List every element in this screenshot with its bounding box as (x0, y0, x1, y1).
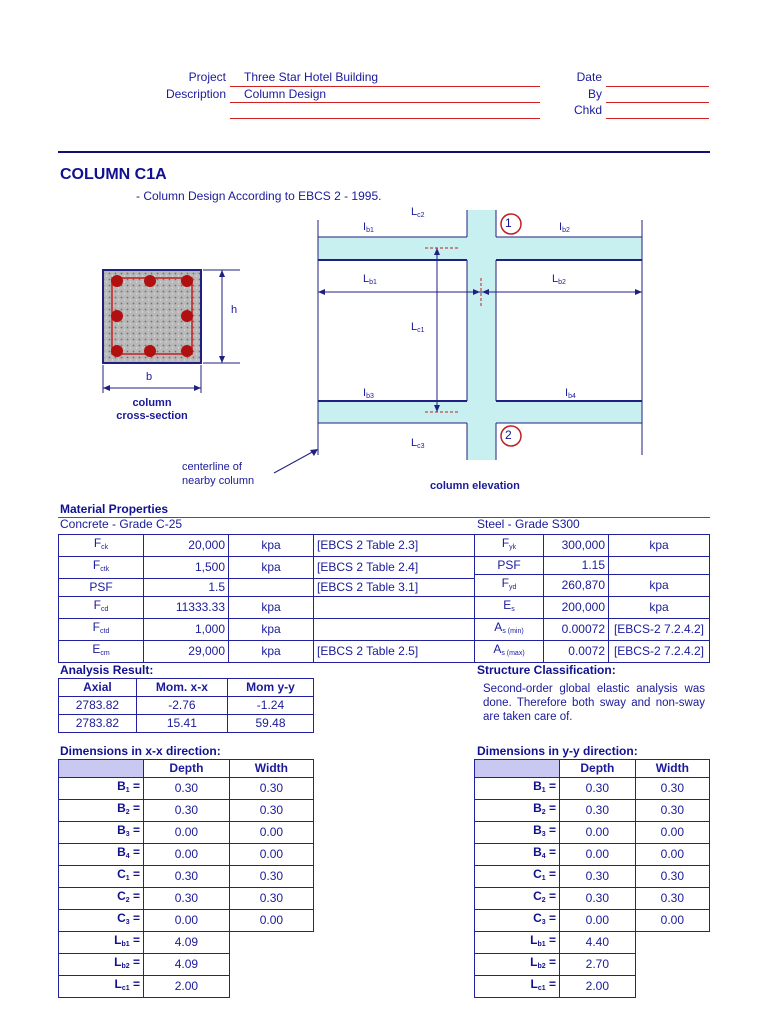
concrete-symbol-sym: F (93, 598, 101, 612)
dims_x-row (59, 800, 314, 822)
lc2-label: $L_{c2}$ (411, 206, 425, 219)
dims_x-width-empty (229, 932, 313, 954)
dims_x-equals: = (129, 889, 140, 903)
dims_y-label-sub: 3 (541, 919, 546, 926)
dims_x-equals: = (129, 779, 140, 793)
steel-unit: kpa (609, 575, 710, 597)
dims_y-equals: = (545, 823, 556, 837)
concrete-row (59, 557, 475, 579)
concrete-unit: kpa (229, 557, 314, 579)
dims_x-equals: = (129, 845, 140, 859)
dims_x-width: 0.30 (229, 778, 313, 800)
steel-unit (609, 557, 710, 575)
dims_x-label-sub: 3 (125, 831, 130, 838)
dims_y-label-sym: B (533, 801, 542, 815)
dims_x-label (59, 954, 144, 976)
concrete-symbol-sub: ctk (100, 566, 110, 573)
dims_y-label (475, 844, 560, 866)
dims_x-depth: 0.30 (144, 888, 230, 910)
dims-y-title: Dimensions in y-y direction: (477, 744, 638, 758)
elevation-caption: column elevation (430, 480, 520, 492)
dims_x-label (59, 910, 144, 932)
dims_y-width-empty (635, 932, 709, 954)
concrete-row (59, 535, 475, 557)
dims_x-depth: 0.30 (144, 778, 230, 800)
concrete-symbol (59, 619, 144, 641)
concrete-unit (229, 579, 314, 597)
dims_x-label-sub: b1 (121, 941, 130, 948)
concrete-symbol-sym: F (92, 558, 101, 572)
dims_x-row (59, 976, 314, 998)
dims_y-label-sym: B (533, 823, 542, 837)
dims_x-equals: = (129, 977, 140, 991)
analysis-row (59, 715, 314, 733)
steel-value: 0.0072 (544, 641, 609, 663)
dims_y-label-sub: b1 (537, 941, 546, 948)
dims_x-depth: 0.30 (144, 866, 230, 888)
dims_x-width: 0.00 (229, 822, 313, 844)
lc3-label: $L_{c3}$ (411, 437, 425, 450)
ib1-label: $I_{b1}$ (363, 221, 374, 234)
dims_x-label-sub: 3 (125, 919, 130, 926)
dims_y-row (475, 888, 710, 910)
steel-value: 200,000 (544, 597, 609, 619)
concrete-ref (314, 619, 475, 641)
ib3-label: $I_{b3}$ (363, 387, 374, 400)
header-divider (58, 151, 710, 153)
dims_x-equals: = (129, 933, 140, 947)
dims_x-label-sym: C (117, 867, 126, 881)
dims_x-label-sub: c1 (121, 985, 130, 992)
dims_x-row (59, 910, 314, 932)
dims_y-label (475, 888, 560, 910)
dims_x-label (59, 976, 144, 998)
analysis-title: Analysis Result: (60, 663, 154, 677)
elevation-drawing (274, 210, 642, 473)
dims_y-label-sym: C (533, 867, 542, 881)
dims_x-label (59, 932, 144, 954)
concrete-row (59, 619, 475, 641)
dims_y-label-sub: 2 (541, 897, 546, 904)
concrete-value: 11333.33 (144, 597, 229, 619)
concrete-ref (314, 597, 475, 619)
dims_y-depth: 0.30 (560, 800, 636, 822)
dims_x-depth: 4.09 (144, 954, 230, 976)
dims_y-label (475, 976, 560, 998)
steel-symbol-sym: F (501, 576, 509, 590)
steel-value: 0.00072 (544, 619, 609, 641)
concrete-ref: [EBCS 2 Table 3.1] (314, 579, 475, 597)
dims_x-row (59, 778, 314, 800)
concrete-unit: kpa (229, 641, 314, 663)
dims_x-label-sub: 1 (125, 787, 130, 794)
dims_x-equals: = (129, 911, 140, 925)
steel-symbol (475, 535, 544, 557)
dims_y-width: 0.30 (635, 800, 709, 822)
concrete-value: 1.5 (144, 579, 229, 597)
steel-value: 1.15 (544, 557, 609, 575)
concrete-value: 1,000 (144, 619, 229, 641)
dims_y-depth: 0.00 (560, 910, 636, 932)
concrete-ref: [EBCS 2 Table 2.3] (314, 535, 475, 557)
steel-row (475, 641, 710, 663)
steel-head: Steel - Grade S300 (477, 517, 580, 531)
dims_x-corner (59, 760, 144, 778)
node-2-label: 2 (505, 428, 512, 442)
dims_x-width: 0.30 (229, 866, 313, 888)
concrete-symbol (59, 557, 144, 579)
concrete-value: 29,000 (144, 641, 229, 663)
dims_x-row (59, 822, 314, 844)
dims_y-label (475, 778, 560, 800)
dims_x-equals: = (129, 823, 140, 837)
dims_y-equals: = (545, 889, 556, 903)
by-label: By (587, 87, 602, 101)
dims_y-row (475, 976, 710, 998)
dims_y-label (475, 822, 560, 844)
dims_y-depth: 2.00 (560, 976, 636, 998)
date-underline (606, 86, 709, 87)
steel-symbol (475, 557, 544, 575)
dims_y-width: 0.00 (635, 822, 709, 844)
description-value: Column Design (244, 87, 327, 101)
concrete-ref: [EBCS 2 Table 2.4] (314, 557, 475, 579)
dims_y-equals: = (545, 801, 556, 815)
concrete-symbol-sub: cd (100, 606, 109, 613)
dims_y-label-sym: L (530, 933, 538, 947)
dims_x-row (59, 888, 314, 910)
dims_y-equals: = (545, 779, 556, 793)
lb1-label: $L_{b1}$ (363, 273, 377, 286)
concrete-symbol-sym: F (93, 536, 102, 550)
dims_y-width: 0.30 (635, 866, 709, 888)
concrete-table (58, 534, 475, 663)
dims_x-header: Width (229, 760, 313, 778)
cross-section-drawing (103, 270, 240, 393)
dims_x-row (59, 866, 314, 888)
dims_x-depth: 4.09 (144, 932, 230, 954)
h-dimension-label: h (231, 304, 238, 316)
by-underline (606, 102, 709, 103)
analysis-cell: 2783.82 (59, 697, 137, 715)
steel-unit: kpa (609, 535, 710, 557)
dims_y-label-sub: 2 (541, 809, 546, 816)
dims_x-label (59, 822, 144, 844)
dims_x-label-sub: 4 (125, 853, 130, 860)
steel-unit: [EBCS-2 7.2.4.2] (609, 619, 710, 641)
concrete-symbol-sub: ck (101, 544, 109, 551)
steel-value: 260,870 (544, 575, 609, 597)
steel-symbol-sym: E (503, 598, 512, 612)
dims_x-label-sym: B (117, 845, 126, 859)
dims-x-table (58, 759, 314, 998)
dims_y-row (475, 800, 710, 822)
ib2-label: $I_{b2}$ (559, 221, 570, 234)
dims_y-row (475, 778, 710, 800)
dims_x-label-sym: L (114, 977, 122, 991)
project-label: Project (188, 70, 226, 84)
concrete-symbol-sym: F (92, 620, 100, 634)
lb2-label: $L_{b2}$ (552, 273, 566, 286)
steel-symbol (475, 597, 544, 619)
dims_x-label (59, 778, 144, 800)
dims_x-depth: 0.00 (144, 910, 230, 932)
steel-symbol-sym: A (493, 642, 502, 656)
dims_y-equals: = (545, 911, 556, 925)
dims_x-depth: 0.00 (144, 822, 230, 844)
dims_x-width: 0.30 (229, 800, 313, 822)
steel-symbol-sub: yk (509, 544, 517, 551)
dims_x-row (59, 932, 314, 954)
dims_x-row (59, 954, 314, 976)
concrete-symbol-sym: PSF (89, 580, 113, 594)
description-label: Description (165, 87, 226, 101)
concrete-symbol-sym: E (92, 642, 101, 656)
material-title: Material Properties (60, 502, 169, 516)
steel-symbol-sub: s (511, 606, 515, 613)
dims_x-width: 0.00 (229, 844, 313, 866)
dims_y-row (475, 844, 710, 866)
blank-underline (230, 118, 540, 119)
steel-symbol-sym: A (494, 620, 503, 634)
dims_y-row (475, 866, 710, 888)
analysis-cell: -1.24 (227, 697, 313, 715)
dims_y-label-sub: 1 (541, 875, 546, 882)
concrete-row (59, 579, 475, 597)
dims-x-title: Dimensions in x-x direction: (60, 744, 221, 758)
dims_y-equals: = (545, 955, 556, 969)
concrete-value: 20,000 (144, 535, 229, 557)
steel-symbol-sub: s (min) (502, 628, 524, 635)
dims_x-label-sym: C (117, 889, 126, 903)
steel-row (475, 535, 710, 557)
dims_x-equals: = (129, 801, 140, 815)
concrete-symbol (59, 535, 144, 557)
concrete-unit: kpa (229, 597, 314, 619)
dims_x-header: Depth (144, 760, 230, 778)
centerline-caption: centerline of nearby column (182, 461, 255, 487)
ib4-label: $I_{b4}$ (565, 387, 576, 400)
steel-symbol-sub: s (max) (501, 650, 525, 657)
dims_y-depth: 0.30 (560, 888, 636, 910)
dims_y-row (475, 910, 710, 932)
concrete-symbol-sub: cm (100, 650, 110, 657)
dims_x-label-sym: C (117, 911, 126, 925)
concrete-symbol (59, 641, 144, 663)
dims_y-label-sym: B (533, 845, 542, 859)
analysis-header: Mom. x-x (136, 679, 227, 697)
page-title: COLUMN C1A (60, 166, 167, 183)
dims_y-label-sym: B (533, 779, 542, 793)
dims_y-width: 0.00 (635, 844, 709, 866)
steel-unit: [EBCS-2 7.2.4.2] (609, 641, 710, 663)
dims_y-label (475, 800, 560, 822)
dims_x-label-sym: B (117, 801, 126, 815)
dims_x-depth: 0.30 (144, 800, 230, 822)
dims_y-width: 0.30 (635, 888, 709, 910)
steel-row (475, 619, 710, 641)
dims_y-header: Width (635, 760, 709, 778)
dims_x-label-sub: b2 (121, 963, 130, 970)
classification-title: Structure Classification: (477, 663, 616, 677)
dims_x-label-sym: B (117, 779, 126, 793)
dims_y-depth: 0.30 (560, 866, 636, 888)
dims_x-width: 0.00 (229, 910, 313, 932)
dims_x-depth: 0.00 (144, 844, 230, 866)
dims_y-label-sym: L (530, 955, 538, 969)
dims_y-depth: 4.40 (560, 932, 636, 954)
dims_x-equals: = (129, 955, 140, 969)
dims_x-width-empty (229, 976, 313, 998)
concrete-row (59, 641, 475, 663)
concrete-head: Concrete - Grade C-25 (60, 517, 183, 531)
concrete-unit: kpa (229, 619, 314, 641)
dims_x-label-sym: L (114, 955, 122, 969)
dims_y-equals: = (545, 845, 556, 859)
page-subtitle: - Column Design According to EBCS 2 - 1995. (136, 189, 382, 203)
dims_y-label (475, 910, 560, 932)
dims_x-label (59, 800, 144, 822)
concrete-unit: kpa (229, 535, 314, 557)
dims_y-width: 0.30 (635, 778, 709, 800)
dims_y-label (475, 954, 560, 976)
dims_y-equals: = (545, 933, 556, 947)
dims_x-label (59, 866, 144, 888)
dims_x-row (59, 844, 314, 866)
analysis-cell: 2783.82 (59, 715, 137, 733)
concrete-symbol (59, 597, 144, 619)
dims_y-depth: 0.00 (560, 844, 636, 866)
dims_x-label-sub: 2 (125, 809, 130, 816)
concrete-symbol (59, 579, 144, 597)
analysis-header: Axial (59, 679, 137, 697)
dims_x-label-sym: B (117, 823, 126, 837)
column-figure (0, 200, 768, 500)
dims_x-label (59, 844, 144, 866)
steel-table (474, 534, 710, 663)
dims_y-row (475, 822, 710, 844)
analysis-header: Mom y-y (227, 679, 313, 697)
analysis-cell: 15.41 (136, 715, 227, 733)
node-1-label: 1 (505, 216, 512, 230)
dims_y-width-empty (635, 954, 709, 976)
steel-unit: kpa (609, 597, 710, 619)
classification-text: Second-order global elastic analysis was done. Therefore both sway and non-sway are taken care of. (483, 683, 705, 723)
steel-symbol-sub: yd (508, 584, 517, 591)
dims_x-label-sub: 2 (125, 897, 130, 904)
description-underline (230, 102, 540, 103)
dims_x-depth: 2.00 (144, 976, 230, 998)
steel-symbol (475, 641, 544, 663)
analysis-row (59, 697, 314, 715)
dims_x-equals: = (129, 867, 140, 881)
dims_y-width: 0.00 (635, 910, 709, 932)
dims_y-row (475, 932, 710, 954)
steel-symbol-sym: PSF (497, 558, 521, 572)
dims-y-table (474, 759, 710, 998)
dims_y-label-sym: C (533, 889, 542, 903)
dims_y-header: Depth (560, 760, 636, 778)
dims_y-label-sub: 3 (541, 831, 546, 838)
date-label: Date (576, 70, 602, 84)
steel-value: 300,000 (544, 535, 609, 557)
lc1-label: $L_{c1}$ (411, 321, 425, 334)
concrete-row (59, 597, 475, 619)
dims_y-label (475, 866, 560, 888)
dims_y-width-empty (635, 976, 709, 998)
dims_y-label-sub: 1 (541, 787, 546, 794)
dims_y-equals: = (545, 867, 556, 881)
dims_y-label-sub: b2 (537, 963, 546, 970)
steel-symbol-sym: F (501, 536, 510, 550)
dims_y-label-sym: C (533, 911, 542, 925)
dims_x-width: 0.30 (229, 888, 313, 910)
concrete-ref: [EBCS 2 Table 2.5] (314, 641, 475, 663)
analysis-cell: 59.48 (227, 715, 313, 733)
dims_y-label-sub: 4 (541, 853, 546, 860)
project-value: Three Star Hotel Building (244, 70, 379, 84)
concrete-symbol-sub: ctd (100, 628, 110, 635)
steel-row (475, 557, 710, 575)
steel-symbol (475, 619, 544, 641)
dims_y-equals: = (545, 977, 556, 991)
dims_x-label-sub: 1 (125, 875, 130, 882)
dims_y-label (475, 932, 560, 954)
dims_y-label-sym: L (530, 977, 538, 991)
cross-section-caption: column cross-section (116, 397, 188, 422)
analysis-cell: -2.76 (136, 697, 227, 715)
dims_y-depth: 0.30 (560, 778, 636, 800)
steel-row (475, 597, 710, 619)
concrete-value: 1,500 (144, 557, 229, 579)
dims_y-row (475, 954, 710, 976)
analysis-table (58, 678, 314, 733)
dims_y-depth: 2.70 (560, 954, 636, 976)
steel-symbol (475, 575, 544, 597)
dims_y-corner (475, 760, 560, 778)
b-dimension-label: b (146, 371, 153, 383)
dims_x-width-empty (229, 954, 313, 976)
steel-row (475, 575, 710, 597)
dims_y-label-sub: c1 (537, 985, 546, 992)
dims_y-depth: 0.00 (560, 822, 636, 844)
chkd-underline (606, 118, 709, 119)
dims_x-label-sym: L (114, 933, 122, 947)
dims_x-label (59, 888, 144, 910)
chkd-label: Chkd (573, 103, 602, 117)
